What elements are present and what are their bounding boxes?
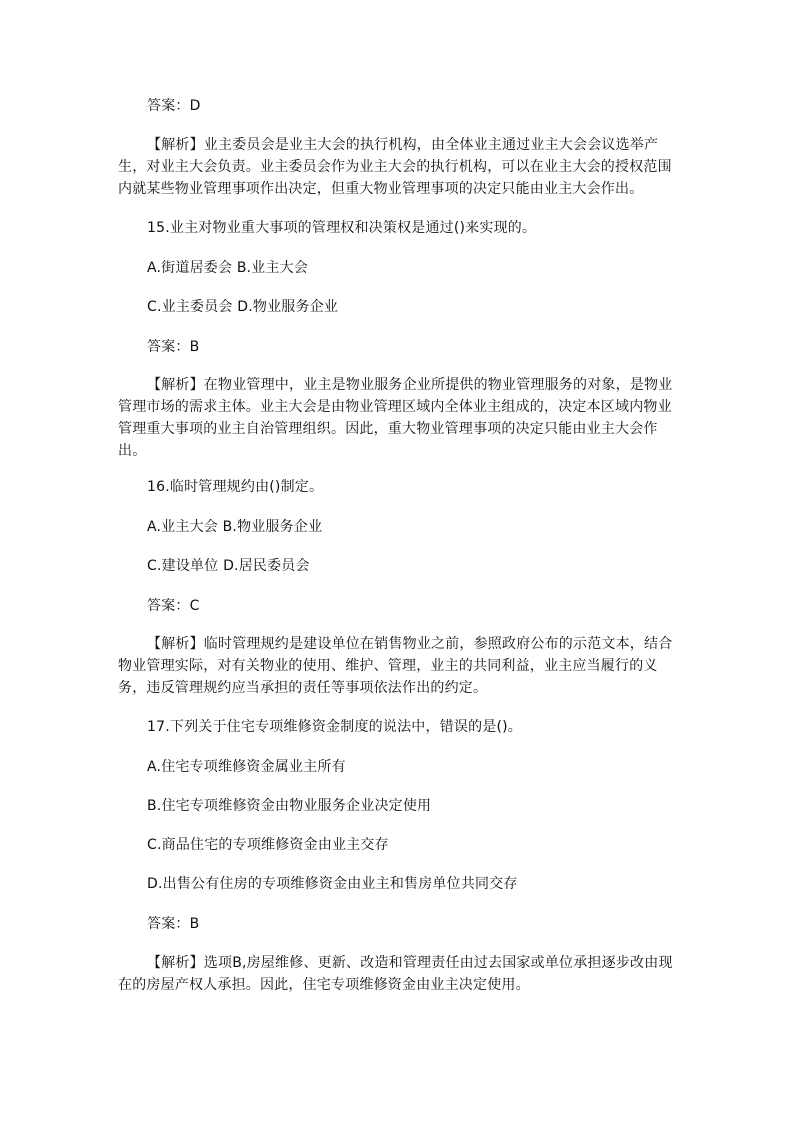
option-17-c: C.商品住宅的专项维修资金由业主交存 [147, 837, 389, 853]
option-15-ab: A.街道居委会 B.业主大会 [147, 260, 309, 276]
explanation-15: 【解析】在物业管理中，业主是物业服务企业所提供的物业管理服务的对象，是物业管理市场的需求主体。业主大会是由物业管理区域内全体业主组成的，决定本区域内物业管理重大事项的业主自治管理组织。因此，重大物业管理事项的决定只能由业主大会作出。 [118, 377, 673, 459]
question-15: 15.业主对物业重大事项的管理权和决策权是通过()来实现的。 [147, 220, 537, 236]
answer-16: 答案：C [147, 598, 200, 614]
explanation-16: 【解析】临时管理规约是建设单位在销售物业之前，参照政府公布的示范文本，结合物业管理实际，对有关物业的使用、维护、管理，业主的共同利益，业主应当履行的义务，违反管理规约应当承担的责任等事项依法作出的约定。 [118, 636, 673, 696]
explanation-14: 【解析】业主委员会是业主大会的执行机构，由全体业主通过业主大会会议选举产生，对业主大会负责。业主委员会作为业主大会的执行机构，可以在业主大会的授权范围内就某些物业管理事项作出决定，但重大物业管理事项的决定只能由业主大会作出。 [118, 137, 672, 197]
question-16: 16.临时管理规约由()制定。 [147, 479, 324, 495]
option-17-a: A.住宅专项维修资金属业主所有 [147, 759, 346, 775]
answer-14: 答案：D [147, 98, 201, 114]
explanation-17: 【解析】选项B,房屋维修、更新、改造和管理责任由过去国家或单位承担逐步改由现在的房屋产权人承担。因此，住宅专项维修资金由业主决定使用。 [118, 955, 673, 993]
answer-17: 答案：B [147, 916, 200, 932]
answer-15: 答案：B [147, 339, 200, 355]
option-17-b: B.住宅专项维修资金由物业服务企业决定使用 [147, 798, 432, 814]
option-17-d: D.出售公有住房的专项维修资金由业主和售房单位共同交存 [147, 876, 518, 892]
option-16-ab: A.业主大会 B.物业服务企业 [147, 519, 323, 535]
option-16-cd: C.建设单位 D.居民委员会 [147, 558, 310, 574]
option-15-cd: C.业主委员会 D.物业服务企业 [147, 299, 339, 315]
question-17: 17.下列关于住宅专项维修资金制度的说法中，错误的是()。 [147, 719, 522, 735]
